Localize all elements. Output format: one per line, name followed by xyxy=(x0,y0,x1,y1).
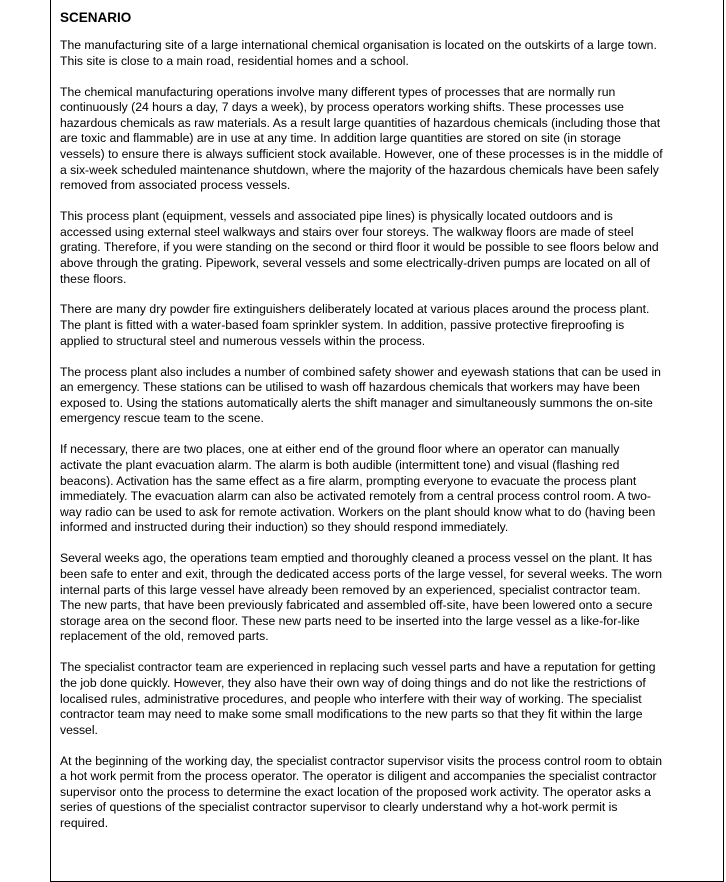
document-content xyxy=(60,10,664,847)
paragraph-safety-showers: The process plant also includes a number of combined safety shower and eyewash stations that can be used in an emergency. These stations can be utilised to wash off hazardous chemicals that workers may have been exposed to. Using the stations automatically alerts the shift manager and simultaneously summons the on-site emergency rescue team to the scene. xyxy=(60,364,661,426)
paragraph-evacuation-alarm: If necessary, there are two places, one at either end of the ground floor where an operator can manually activate the plant evacuation alarm. The alarm is both audible (intermittent tone) and visual (flashing red beacons). Activation has the same effect as a fire alarm, prompting everyone to evacuate the process plant immediately. The evacuation alarm can also be activated remotely from a central process control room. A two-way radio can be used to ask for remote activation. Workers on the plant should know what to do (having been informed and instructed during their induction) so they should respond immediately. xyxy=(60,442,656,535)
paragraph-hot-work-permit: At the beginning of the working day, the specialist contractor supervisor visits the process control room to obtain a hot work permit from the process operator. The operator is diligent and accompanies the specialist contractor supervisor onto the process to determine the exact location of the proposed work activity. The operator asks a series of questions of the specialist contractor supervisor to clearly understand why a hot-work permit is required. xyxy=(60,753,663,831)
paragraph-fire-extinguishers: There are many dry powder fire extinguishers deliberately located at various places around the process plant. The plant is fitted with a water-based foam sprinkler system. In addition, passive protective fireproofing is applied to structural steel and numerous vessels within the process. xyxy=(60,302,650,348)
paragraph-process-plant: This process plant (equipment, vessels and associated pipe lines) is physically located outdoors and is accessed using external steel walkways and stairs over four storeys. The walkway floors are made of steel grating. Therefore, if you were standing on the second or third floor it would be possible to see floors below and above through the grating. Pipework, several vessels and some electrically-driven pumps are located on all of these floors. xyxy=(60,209,659,286)
paragraph-manufacturing-operations: The chemical manufacturing operations involve many different types of processes that are normally run continuously (24 hours a day, 7 days a week), by process operators working shifts. These processes use hazardous chemicals as raw materials. As a result large quantities of hazardous chemicals (including those that are toxic and flammable) are in use at any time. In addition large quantities are stored on site (in storage vessels) to ensure there is always sufficient stock available. However, one of these processes is in the middle of a six-week scheduled maintenance shutdown, where the majority of the hazardous chemicals have been safely removed from associated process vessels. xyxy=(60,84,663,193)
paragraph-contractor-team: The specialist contractor team are experienced in replacing such vessel parts and have a reputation for getting the job done quickly. However, they also have their own way of doing things and do not like the restrictions of localised rules, administrative procedures, and people who interfere with their way of working. The specialist contractor team may need to make some small modifications to the new parts so that they fit within the large vessel. xyxy=(60,660,656,737)
scenario-heading: SCENARIO xyxy=(60,10,132,25)
paragraph-site-location: The manufacturing site of a large international chemical organisation is located on the outskirts of a large town. This site is close to a main road, residential homes and a school. xyxy=(60,38,657,68)
document-page xyxy=(50,0,724,882)
paragraph-vessel-cleaning: Several weeks ago, the operations team emptied and thoroughly cleaned a process vessel on the plant. It has been safe to enter and exit, through the dedicated access ports of the large vessel, for several weeks. The worn internal parts of this large vessel have already been removed by an experienced, specialist contractor team. The new parts, that have been previously fabricated and assembled off-site, have been lowered onto a secure storage area on the second floor. These new parts need to be inserted into the large vessel as a like-for-like replacement of the old, removed parts. xyxy=(60,551,663,644)
